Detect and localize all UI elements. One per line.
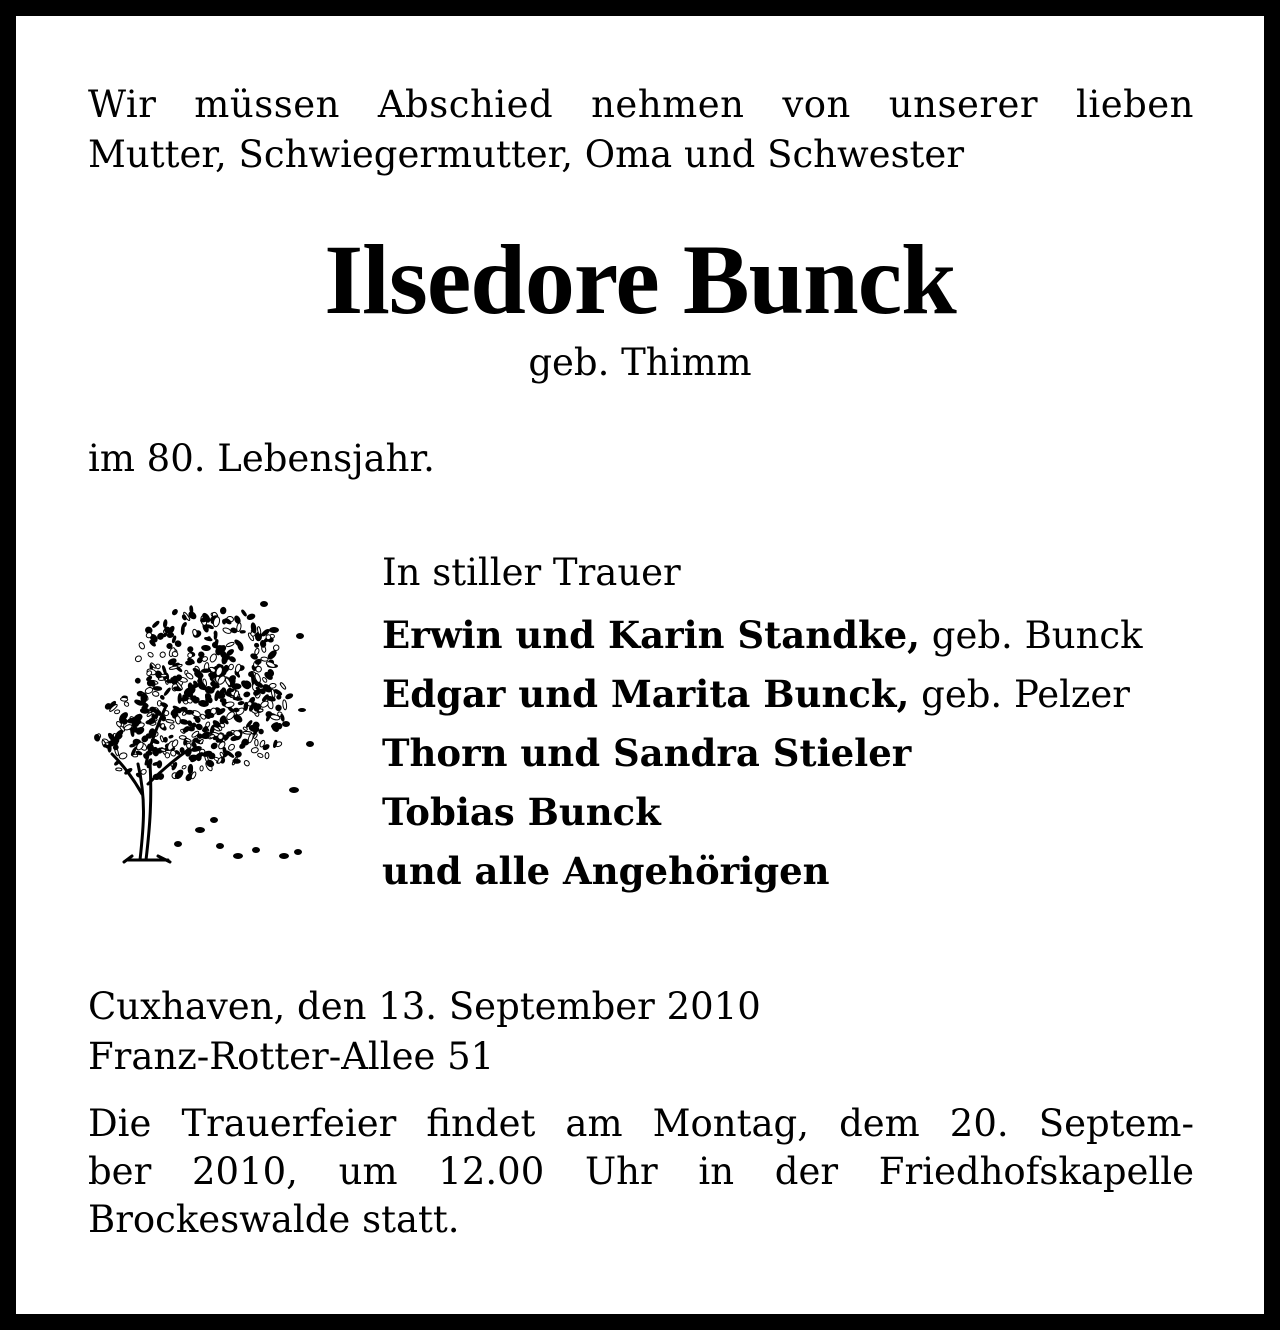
leaf-mark <box>157 760 162 768</box>
mourners-block <box>382 548 1202 901</box>
leaf-mark <box>226 648 235 656</box>
leaf-mark <box>171 609 178 616</box>
leaf-mark <box>149 707 156 713</box>
leaf-mark <box>134 655 142 663</box>
leaf-mark <box>188 764 193 773</box>
leaf-mark <box>234 615 242 624</box>
leaf-mark <box>123 701 129 707</box>
leaf-mark <box>120 697 127 701</box>
intro-line-2: Mutter, Schwiegermutter, Oma und Schwester <box>88 133 965 176</box>
mourner-name: Thorn und Sandra Stieler <box>382 731 912 775</box>
leaf-mark <box>164 687 172 696</box>
leaf-mark <box>162 665 167 674</box>
leaf-mark <box>186 743 191 748</box>
leaf-mark <box>240 630 245 633</box>
leaf-mark <box>182 622 188 628</box>
leaf-mark <box>169 724 175 730</box>
ceremony-notice <box>88 1100 1194 1244</box>
leaf-mark <box>266 634 272 640</box>
leaf-mark <box>246 613 255 620</box>
leaf-mark <box>228 689 234 692</box>
leaf-mark <box>171 739 179 748</box>
windblown-tree-icon <box>88 594 320 870</box>
leaf-mark <box>228 656 236 663</box>
leaf-mark <box>237 642 244 651</box>
leaf-mark <box>163 633 168 638</box>
mourner-birth-name: geb. Pelzer <box>909 673 1130 716</box>
leaf-mark <box>114 709 120 714</box>
leaf-mark <box>266 661 277 669</box>
leaf-mark <box>165 753 170 759</box>
leaf-mark <box>153 686 162 690</box>
leaf-mark <box>195 717 200 723</box>
leaf-mark <box>160 695 165 700</box>
intro-text <box>88 80 1194 180</box>
leaf-mark <box>172 651 178 657</box>
leaf-mark <box>133 754 138 757</box>
leaf-mark <box>219 650 228 660</box>
leaf-mark <box>201 669 210 673</box>
leaf-mark <box>247 701 253 706</box>
mourner-name: Edgar und Marita Bunck, <box>382 672 910 716</box>
mourner-line <box>382 724 1202 783</box>
ceremony-line-3: Brockeswalde statt. <box>88 1198 460 1241</box>
mourner-line <box>382 842 1202 901</box>
leaf-mark <box>147 651 154 658</box>
leaf-mark <box>152 620 160 628</box>
leaf-mark <box>260 700 270 709</box>
leaf-mark <box>222 627 232 635</box>
leaf-mark <box>238 701 244 705</box>
mourner-name: Erwin und Karin Standke, <box>382 613 921 657</box>
leaf-mark <box>190 606 194 613</box>
leaf-mark <box>232 684 241 689</box>
leaf-mark <box>160 735 165 742</box>
leaf-mark <box>166 719 175 724</box>
leaf-mark <box>265 752 269 758</box>
mourner-line <box>382 665 1202 724</box>
leaf-mark <box>227 743 235 751</box>
mourner-line <box>382 606 1202 665</box>
leaf-mark <box>240 679 251 690</box>
leaf-mark <box>254 643 260 648</box>
place-and-date <box>88 982 761 1082</box>
leaf-mark <box>226 642 235 648</box>
leaf-mark <box>235 751 242 757</box>
date-line: Cuxhaven, den 13. September 2010 <box>88 985 761 1028</box>
birth-name: geb. Thimm <box>528 341 752 384</box>
mourner-name: und alle Angehörigen <box>382 849 830 893</box>
mourner-name: Tobias Bunck <box>382 790 661 834</box>
leaf-mark <box>205 713 211 718</box>
leaf-mark <box>241 609 247 616</box>
leaf-mark <box>228 664 234 671</box>
leaf-mark <box>235 664 242 673</box>
leaf-mark <box>214 631 217 636</box>
leaf-mark <box>220 607 226 614</box>
age-text: im 80. Lebensjahr. <box>88 437 435 480</box>
leaf-mark <box>195 723 203 731</box>
leaf-mark <box>187 646 194 653</box>
leaf-mark <box>200 766 204 771</box>
address-line: Franz-Rotter-Allee 51 <box>88 1035 495 1078</box>
mourner-birth-name: geb. Bunck <box>920 614 1143 657</box>
leaf-mark <box>204 637 212 641</box>
leaf-mark <box>233 759 241 764</box>
leaf-mark <box>163 620 167 628</box>
leaf-mark <box>160 723 165 728</box>
leaf-mark <box>255 739 259 746</box>
mourner-line <box>382 783 1202 842</box>
leaf-mark <box>138 642 146 650</box>
leaf-mark <box>279 682 286 690</box>
leaf-mark <box>261 657 269 662</box>
leaf-mark <box>116 768 122 771</box>
leaf-mark <box>223 735 229 741</box>
leaf-mark <box>140 708 149 713</box>
leaf-mark <box>280 714 285 722</box>
leaf-mark <box>182 765 187 770</box>
leaf-mark <box>243 760 250 767</box>
leaf-mark <box>210 742 218 750</box>
leaf-mark <box>141 693 147 703</box>
ceremony-line-1: Die Trauerfeier findet am Montag, dem 20. Septem- <box>88 1102 1194 1145</box>
leaf-mark <box>169 735 174 739</box>
leaf-mark <box>257 753 264 759</box>
leaf-mark <box>282 700 287 710</box>
leaf-mark <box>159 651 166 658</box>
leaf-mark <box>152 691 159 697</box>
leaf-mark <box>276 705 282 711</box>
leaf-mark <box>129 743 135 747</box>
leaf-mark <box>160 674 167 677</box>
mourning-title: In stiller Trauer <box>382 551 681 594</box>
intro-line-1: Wir müssen Abschied nehmen von unserer lieben <box>88 83 1194 126</box>
leaf-mark <box>179 719 188 725</box>
leaf-mark <box>251 747 259 754</box>
leaf-mark <box>185 710 193 714</box>
deceased-name: Ilsedore Bunck <box>324 224 956 335</box>
leaf-mark <box>233 708 239 712</box>
leaf-mark <box>285 693 293 700</box>
leaf-mark <box>164 737 168 742</box>
ceremony-line-2: ber 2010, um 12.00 Uhr in der Friedhofskapelle <box>88 1150 1194 1193</box>
leaf-mark <box>201 645 210 651</box>
leaf-mark <box>243 691 250 697</box>
leaf-mark <box>135 678 141 684</box>
leaf-mark <box>118 752 127 760</box>
